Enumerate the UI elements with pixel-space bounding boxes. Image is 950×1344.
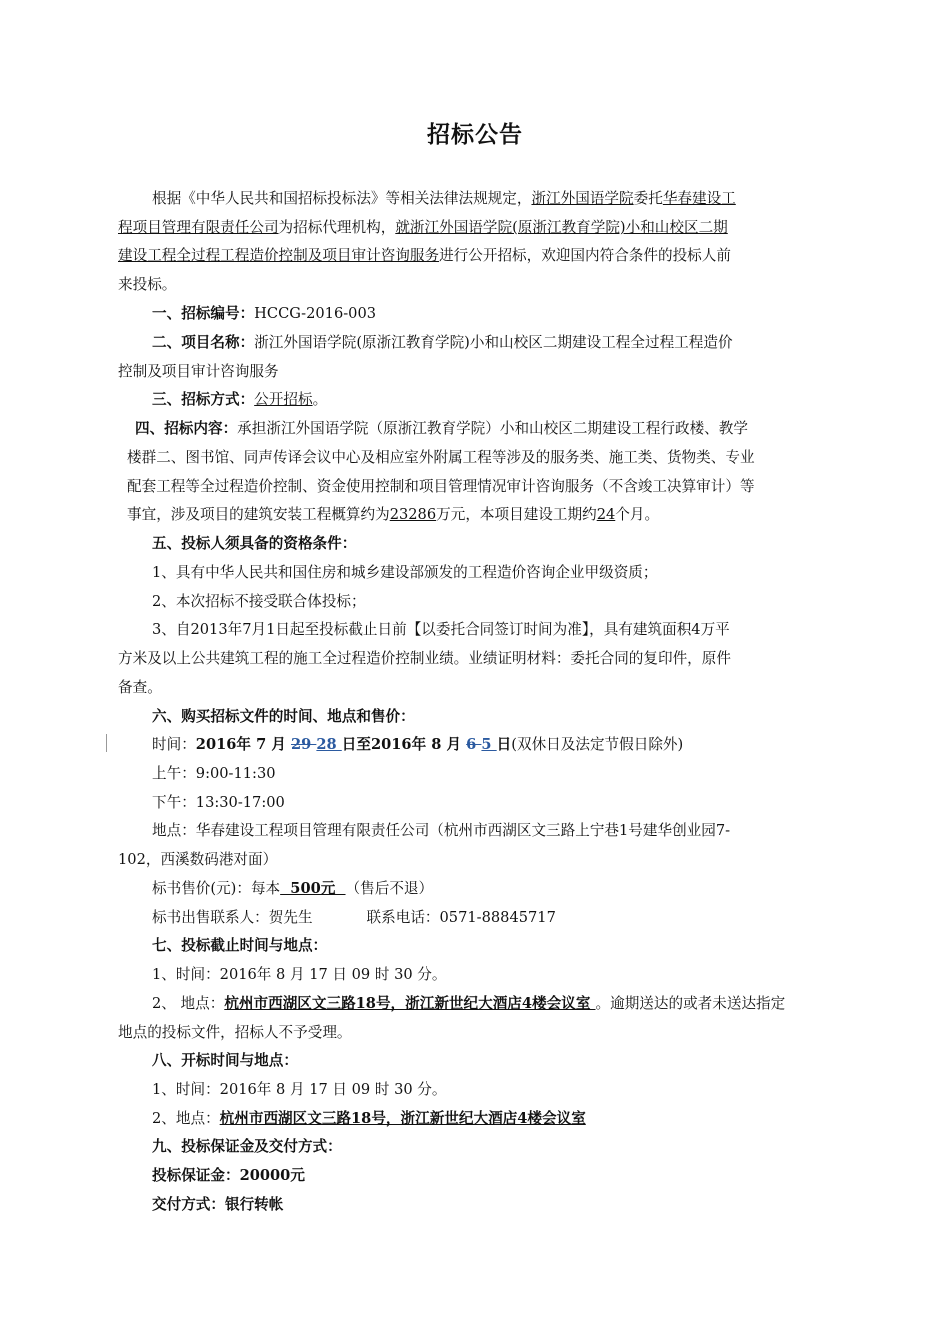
opening-place: [152, 1109, 586, 1129]
opening-time: 1、时间：2016年 8 月 17 日 09 时 30 分。: [152, 1081, 447, 1098]
content-text: 事宜，涉及项目的建筑安装工程概算约为: [127, 506, 390, 523]
purchase-price: [152, 879, 433, 899]
intro-line-2: [118, 218, 728, 238]
section-label: 一、招标编号：: [152, 305, 255, 322]
page-title: 招标公告: [427, 121, 523, 148]
purchase-am: 上午：9:00-11:30: [152, 765, 276, 782]
date-text: 2016年 7 月: [195, 736, 291, 753]
price-note: （售后不退）: [345, 880, 434, 897]
price-label: 标书售价(元)：每本: [152, 880, 281, 897]
purchase-contact: [152, 908, 556, 928]
section-deposit: 九、投标保证金及交付方式：: [152, 1138, 342, 1155]
section-project-name: [152, 333, 733, 353]
qualification-3-line-3: 备查。: [118, 679, 162, 696]
purchase-address: 地点：华春建设工程项目管理有限责任公司（杭州市西湖区文三路上宁巷1号建华创业园7-: [152, 822, 731, 839]
time-note: (双休日及法定节假日除外): [511, 736, 684, 753]
agent-name: 华春建设工: [662, 190, 736, 207]
place-label: 2、地点：: [152, 1110, 220, 1127]
deadline-venue: 杭州市西湖区文三路18号，浙江新世纪大酒店4楼会议室: [224, 995, 596, 1012]
intro-text: 进行公开招标，欢迎国内符合条件的投标人前: [439, 247, 731, 264]
qualification-2: 2、本次招标不接受联合体投标；: [152, 593, 366, 610]
deleted-day: 29: [291, 736, 317, 753]
school-name: 浙江外国语学院: [531, 190, 634, 207]
section-bid-number: [152, 304, 376, 324]
deleted-day: 6: [466, 736, 482, 753]
intro-text: 为招标代理机构，: [278, 219, 396, 236]
section-label: 三、招标方式：: [152, 391, 255, 408]
intro-line-3: [118, 246, 731, 266]
date-text: 日至2016年 8 月: [341, 736, 467, 753]
content-text: 承担浙江外国语学院（原浙江教育学院）小和山校区二期建设工程行政楼、教学: [237, 420, 748, 437]
date-text: 日: [496, 736, 512, 753]
section-bid-content: [135, 419, 748, 439]
price-value: 500元: [280, 880, 346, 897]
qualification-3: 3、自2013年7月1日起至投标截止日前【以委托合同签订时间为准】，具有建筑面积4万平: [152, 621, 730, 638]
deadline-place-line-2: 地点的投标文件，招标人不予受理。: [118, 1024, 352, 1041]
place-label: 2、 地点：: [152, 995, 225, 1012]
contact-phone: 联系电话：0571-88845717: [366, 909, 556, 926]
content-line-4: [127, 505, 659, 525]
purchase-address-line-2: 102，西溪数码港对面）: [118, 851, 278, 868]
project-name: 建设工程全过程工程造价控制及项目审计咨询服务: [118, 247, 440, 264]
purchase-time: [152, 735, 683, 755]
purchase-pm: 下午：13:30-17:00: [152, 794, 285, 811]
budget-amount: 23286: [389, 506, 437, 523]
inserted-day: 28: [316, 736, 342, 753]
inserted-day: 5: [481, 736, 497, 753]
content-text: 个月。: [615, 506, 660, 523]
deadline-place: [152, 994, 785, 1014]
revision-bar: [106, 734, 107, 752]
qualification-1: 1、具有中华人民共和国住房和城乡建设部颁发的工程造价咨询企业甲级资质；: [152, 564, 658, 581]
contact-person: 标书出售联系人：贺先生: [152, 909, 313, 926]
deadline-time: 1、时间：2016年 8 月 17 日 09 时 30 分。: [152, 966, 447, 983]
deposit-amount: 投标保证金：20000元: [152, 1167, 305, 1184]
project-name: 浙江外国语学院(原浙江教育学院)小和山校区二期建设工程全过程工程造价: [254, 334, 733, 351]
section-deadline: 七、投标截止时间与地点：: [152, 937, 328, 954]
duration-months: 24: [596, 506, 616, 523]
deposit-method: 交付方式：银行转帐: [152, 1196, 284, 1213]
intro-line-1: [152, 189, 736, 209]
bid-number: HCCG-2016-003: [254, 305, 377, 322]
place-note: 。逾期送达的或者未送达指定: [595, 995, 786, 1012]
section-bid-method: [152, 390, 327, 410]
intro-text: 根据《中华人民共和国招标投标法》等相关法律法规规定，: [152, 190, 532, 207]
section-purchase: 六、购买招标文件的时间、地点和售价：: [152, 708, 415, 725]
punct: 。: [312, 391, 328, 408]
bid-method: 公开招标: [254, 391, 313, 408]
section-label: 二、项目名称：: [152, 334, 255, 351]
content-text: 万元，本项目建设工期约: [436, 506, 597, 523]
section-label: 四、招标内容：: [135, 420, 238, 437]
intro-text: 委托: [633, 190, 663, 207]
section-qualifications: 五、投标人须具备的资格条件：: [152, 535, 357, 552]
project-name-line-2: 控制及项目审计咨询服务: [118, 363, 279, 380]
qualification-3-line-2: 方米及以上公共建筑工程的施工全过程造价控制业绩。业绩证明材料：委托合同的复印件，原件: [118, 650, 731, 667]
agent-name: 程项目管理有限责任公司: [118, 219, 279, 236]
intro-line-4: 来投标。: [118, 276, 177, 293]
section-opening: 八、开标时间与地点：: [152, 1052, 298, 1069]
opening-venue: 杭州市西湖区文三路18号，浙江新世纪大酒店4楼会议室: [219, 1110, 586, 1127]
time-label: 时间：: [152, 736, 196, 753]
content-line-3: 配套工程等全过程造价控制、资金使用控制和项目管理情况审计咨询服务（不含竣工决算审计）等: [127, 478, 755, 495]
content-line-2: 楼群二、图书馆、同声传译会议中心及相应室外附属工程等涉及的服务类、施工类、货物类、专业: [127, 449, 755, 466]
project-name: 就浙江外国语学院(原浙江教育学院)小和山校区二期: [395, 219, 728, 236]
